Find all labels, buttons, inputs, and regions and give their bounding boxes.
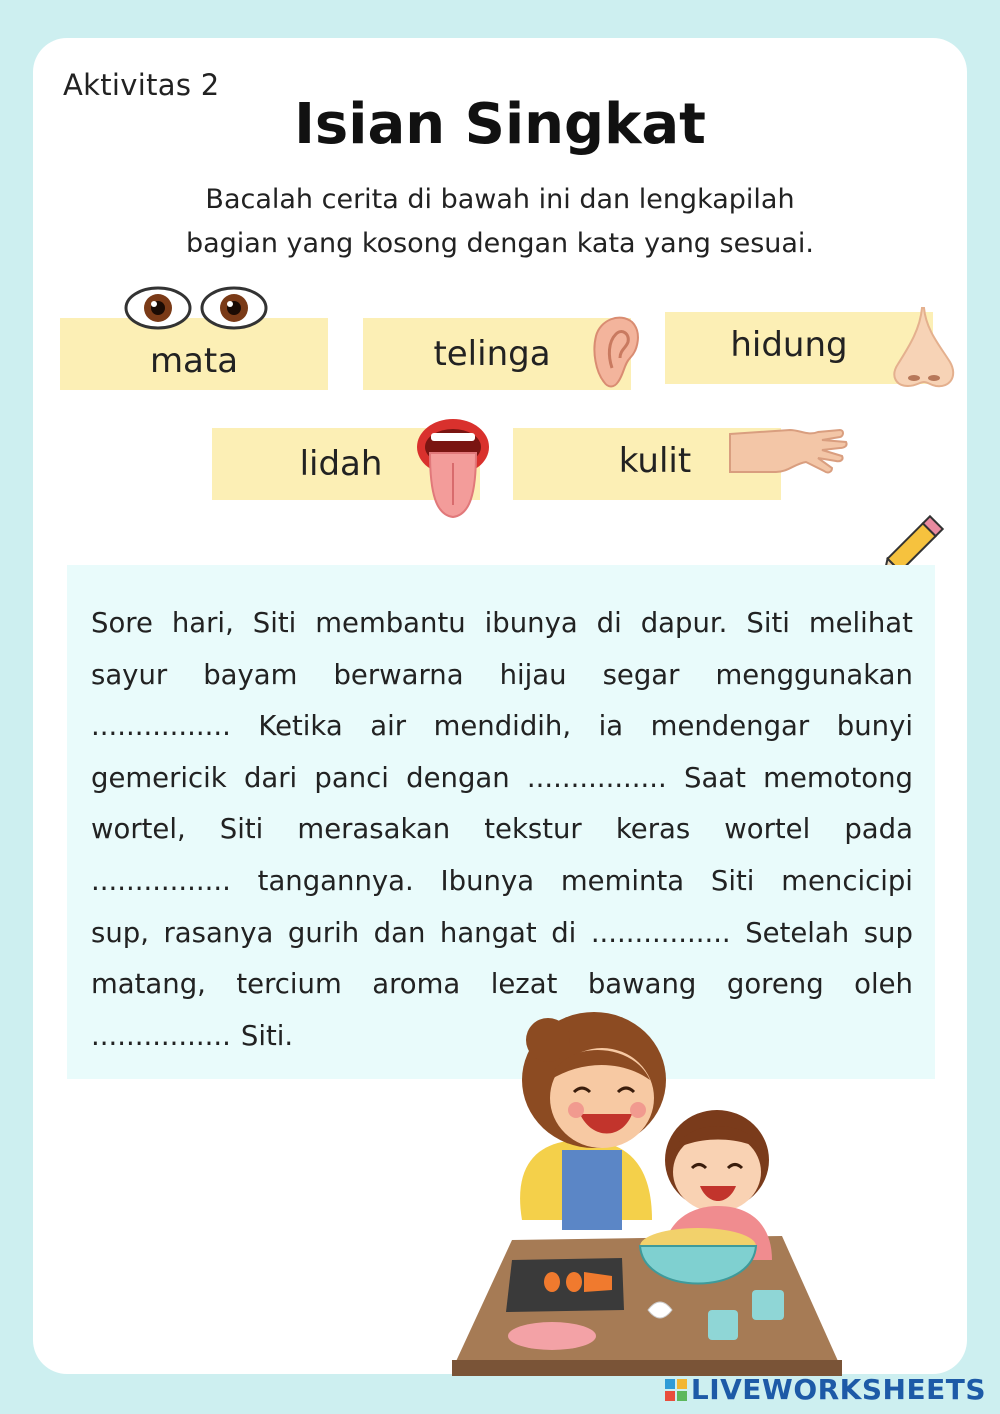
story-word: segar — [602, 658, 680, 691]
hand-icon — [728, 428, 848, 488]
story-word: Ibunya — [440, 864, 535, 897]
story-word: berwarna — [333, 658, 464, 691]
story-word: di — [551, 916, 577, 949]
story-line — [91, 804, 913, 856]
story-word: meminta — [560, 864, 685, 897]
story-word: Sore — [91, 607, 153, 639]
story-word: goreng — [726, 968, 824, 1001]
story-line — [91, 856, 913, 908]
story-line — [91, 753, 913, 805]
story-word: hangat — [439, 916, 537, 949]
story-word: menggunakan — [715, 658, 913, 691]
story-word: gemericik — [91, 761, 227, 794]
story-line — [91, 908, 913, 960]
story-word: hari, — [171, 607, 234, 639]
ear-icon — [590, 312, 640, 390]
instruction-line: bagian yang kosong dengan kata yang sesuai. — [185, 228, 815, 259]
story-line — [91, 650, 913, 702]
story-word: panci — [314, 761, 389, 794]
story-word: wortel, — [91, 813, 186, 846]
story-word: Siti — [252, 607, 297, 639]
story-word: bayam — [203, 658, 298, 691]
story-word: tercium — [236, 968, 342, 1001]
blank-field[interactable]: ................ — [526, 761, 667, 794]
story-line — [91, 701, 913, 753]
story-line — [91, 959, 913, 1011]
story-word: dengan — [406, 761, 510, 794]
blank-field[interactable]: ................ — [91, 710, 231, 743]
story-word: Setelah — [745, 916, 850, 949]
mother-daughter-cooking-illustration — [452, 1010, 842, 1376]
story-word: matang, — [91, 968, 206, 1001]
story-word: Siti. — [240, 1019, 294, 1052]
story-word: keras — [615, 813, 691, 846]
word-label: lidah — [299, 444, 383, 484]
story-word: dari — [243, 761, 298, 794]
story-word: gurih — [287, 916, 360, 949]
story-word: memotong — [763, 761, 913, 794]
story-word: bawang — [587, 968, 697, 1001]
instructions — [0, 178, 1000, 266]
story-word: oleh — [854, 968, 913, 1001]
story-word: tangannya. — [257, 864, 414, 897]
tongue-icon — [414, 413, 492, 519]
word-label: kulit — [618, 441, 692, 481]
page-title: Isian Singkat — [294, 92, 706, 157]
story-word: ia — [598, 710, 624, 743]
word-label: mata — [149, 341, 239, 381]
story-word: pada — [844, 813, 913, 846]
story-word: Ketika — [258, 710, 343, 743]
story-word: Siti — [710, 864, 755, 897]
story-paragraph — [91, 598, 913, 1062]
blank-field[interactable]: ................ — [91, 864, 231, 897]
story-line — [91, 598, 913, 650]
story-word: bunyi — [836, 710, 913, 743]
story-word: Siti — [746, 607, 790, 639]
story-word: mencicipi — [781, 864, 913, 897]
blank-field[interactable]: ................ — [590, 916, 731, 949]
instruction-line: Bacalah cerita di bawah ini dan lengkapilah — [205, 184, 795, 215]
blank-field[interactable]: ................ — [91, 1019, 231, 1052]
story-word: merasakan — [297, 813, 451, 846]
liveworksheets-logo-icon — [665, 1379, 687, 1401]
story-word: lezat — [490, 968, 558, 1001]
story-word: aroma — [372, 968, 461, 1001]
eyes-icon — [124, 285, 270, 331]
story-word: dapur. — [640, 607, 728, 639]
story-word: Siti — [219, 813, 264, 846]
story-word: wortel — [724, 813, 811, 846]
story-word: melihat — [808, 607, 913, 639]
activity-label: Aktivitas 2 — [63, 68, 220, 102]
story-word: mendidih, — [433, 710, 572, 743]
story-word: membantu — [315, 607, 466, 639]
story-word: ibunya — [484, 607, 578, 639]
story-word: sup, — [91, 916, 149, 949]
story-word: di — [596, 607, 622, 639]
story-word: rasanya — [163, 916, 274, 949]
story-word: sayur — [91, 658, 168, 691]
word-label: telinga — [433, 334, 551, 374]
story-word: tekstur — [484, 813, 582, 846]
story-word: mendengar — [650, 710, 810, 743]
liveworksheets-footer[interactable] — [665, 1373, 986, 1406]
brand-name: LIVEWORKSHEETS — [690, 1373, 986, 1406]
story-word: air — [370, 710, 407, 743]
word-label: hidung — [730, 325, 848, 365]
nose-icon — [890, 306, 960, 392]
story-word: dan — [373, 916, 426, 949]
story-word: Saat — [684, 761, 746, 794]
story-word: hijau — [499, 658, 567, 691]
story-word: sup — [863, 916, 913, 949]
